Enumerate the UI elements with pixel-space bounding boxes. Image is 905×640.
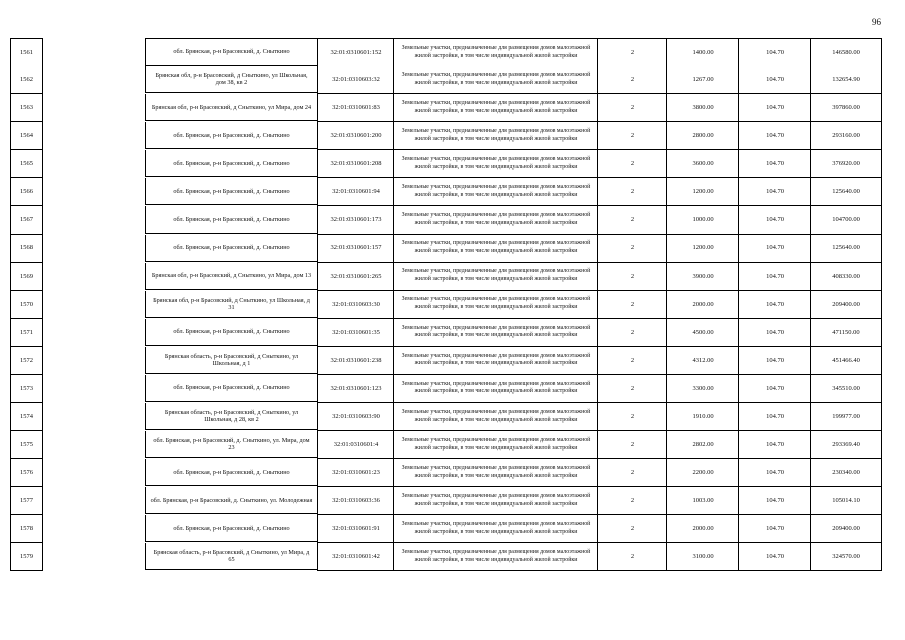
category-cell: 2 xyxy=(597,263,667,291)
row-number-cell: 1569 xyxy=(10,263,43,291)
area-cell: 1003.00 xyxy=(666,487,739,515)
cadastral-value-cell: 376920.00 xyxy=(810,150,882,178)
specific-value-cell: 104.70 xyxy=(738,375,811,403)
category-cell: 2 xyxy=(597,487,667,515)
address-cell: обл. Брянская, р-н Брасовский, д. Сныткино xyxy=(145,515,317,542)
address-cell: обл. Брянская, р-н Брасовский, д. Сныткино xyxy=(145,206,317,233)
category-cell: 2 xyxy=(597,375,667,403)
address-cell: обл. Брянская, р-н Брасовский, д. Сныткино xyxy=(145,150,317,177)
cadastral-value-cell: 132654.90 xyxy=(810,66,882,94)
category-cell: 2 xyxy=(597,235,667,263)
specific-value-cell: 104.70 xyxy=(738,319,811,347)
row-number-cell: 1568 xyxy=(10,235,43,263)
specific-value-cell: 104.70 xyxy=(738,543,811,571)
permitted-use-cell: Земельные участки, предназначенные для размещения домов малоэтажной жилой застройки, в том числе индивидуальной жилой застройки xyxy=(393,206,598,234)
cadastral-number-cell: 32:01:0310601:35 xyxy=(317,319,394,347)
cadastral-value-cell: 324570.00 xyxy=(810,543,882,571)
cadastral-number-cell: 32:01:0310601:238 xyxy=(317,347,394,375)
address-cell: обл. Брянская, р-н Брасовский, д. Сныткино, ул. Мира, дом 23 xyxy=(145,431,317,458)
address-cell: Брянская обл, р-н Брасовский, д Сныткино, ул Школьная, дом 38, кв 2 xyxy=(145,66,317,93)
permitted-use-cell: Земельные участки, предназначенные для размещения домов малоэтажной жилой застройки, в том числе индивидуальной жилой застройки xyxy=(393,375,598,403)
cadastral-value-cell: 345510.00 xyxy=(810,375,882,403)
row-number-cell: 1564 xyxy=(10,122,43,150)
cadastral-number-cell: 32:01:0310601:208 xyxy=(317,150,394,178)
address-cell: Брянская область, р-н Брасовский, д Сныткино, ул Мира, д 65 xyxy=(145,543,317,570)
category-cell: 2 xyxy=(597,66,667,94)
cadastral-value-cell: 293369.40 xyxy=(810,431,882,459)
cadastral-number-cell: 32:01:0310601:123 xyxy=(317,375,394,403)
address-cell: обл. Брянская, р-н Брасовский, д. Сныткино xyxy=(145,38,317,66)
table-row xyxy=(0,178,905,206)
cadastral-number-cell: 32:01:0310603:30 xyxy=(317,291,394,319)
cadastral-value-cell: 293160.00 xyxy=(810,122,882,150)
cadastral-number-cell: 32:01:0310601:23 xyxy=(317,459,394,487)
category-cell: 2 xyxy=(597,459,667,487)
permitted-use-cell: Земельные участки, предназначенные для размещения домов малоэтажной жилой застройки, в том числе индивидуальной жилой застройки xyxy=(393,319,598,347)
row-number-cell: 1567 xyxy=(10,206,43,234)
table-row xyxy=(0,515,905,543)
area-cell: 2200.00 xyxy=(666,459,739,487)
category-cell: 2 xyxy=(597,543,667,571)
specific-value-cell: 104.70 xyxy=(738,38,811,67)
specific-value-cell: 104.70 xyxy=(738,66,811,94)
cadastral-value-cell: 408330.00 xyxy=(810,263,882,291)
table-row xyxy=(0,38,905,66)
cadastral-number-cell: 32:01:0310601:42 xyxy=(317,543,394,571)
specific-value-cell: 104.70 xyxy=(738,178,811,206)
row-number-cell: 1579 xyxy=(10,543,43,571)
address-cell: Брянская область, р-н Брасовский, д Сныткино, ул Школьная, д 1 xyxy=(145,347,317,374)
category-cell: 2 xyxy=(597,150,667,178)
specific-value-cell: 104.70 xyxy=(738,94,811,122)
cadastral-number-cell: 32:01:0310601:94 xyxy=(317,178,394,206)
cadastral-value-cell: 199977.00 xyxy=(810,403,882,431)
table-row xyxy=(0,94,905,122)
specific-value-cell: 104.70 xyxy=(738,291,811,319)
table-row xyxy=(0,263,905,291)
address-cell: Брянская обл, р-н Брасовский, д Сныткино, ул Мира, дом 13 xyxy=(145,263,317,290)
address-cell: Брянская обл, р-н Брасовский, д Сныткино, ул Школьная, д 31 xyxy=(145,291,317,318)
cadastral-number-cell: 32:01:0310603:90 xyxy=(317,403,394,431)
cadastral-value-cell: 209400.00 xyxy=(810,291,882,319)
cadastral-value-cell: 105014.10 xyxy=(810,487,882,515)
area-cell: 1000.00 xyxy=(666,206,739,234)
cadastral-number-cell: 32:01:0310601:157 xyxy=(317,235,394,263)
area-cell: 2000.00 xyxy=(666,515,739,543)
specific-value-cell: 104.70 xyxy=(738,206,811,234)
row-number-cell: 1574 xyxy=(10,403,43,431)
permitted-use-cell: Земельные участки, предназначенные для размещения домов малоэтажной жилой застройки, в том числе индивидуальной жилой застройки xyxy=(393,459,598,487)
area-cell: 4500.00 xyxy=(666,319,739,347)
address-cell: Брянская обл, р-н Брасовский, д Сныткино, ул Мира, дом 24 xyxy=(145,94,317,121)
permitted-use-cell: Земельные участки, предназначенные для размещения домов малоэтажной жилой застройки, в том числе индивидуальной жилой застройки xyxy=(393,515,598,543)
category-cell: 2 xyxy=(597,206,667,234)
category-cell: 2 xyxy=(597,38,667,67)
specific-value-cell: 104.70 xyxy=(738,403,811,431)
cadastral-number-cell: 32:01:0310601:152 xyxy=(317,38,394,67)
cadastral-value-cell: 451466.40 xyxy=(810,347,882,375)
permitted-use-cell: Земельные участки, предназначенные для размещения домов малоэтажной жилой застройки, в том числе индивидуальной жилой застройки xyxy=(393,235,598,263)
specific-value-cell: 104.70 xyxy=(738,459,811,487)
category-cell: 2 xyxy=(597,403,667,431)
specific-value-cell: 104.70 xyxy=(738,515,811,543)
area-cell: 2800.00 xyxy=(666,122,739,150)
category-cell: 2 xyxy=(597,319,667,347)
address-cell: обл. Брянская, р-н Брасовский, д. Сныткино xyxy=(145,319,317,346)
category-cell: 2 xyxy=(597,431,667,459)
row-number-cell: 1566 xyxy=(10,178,43,206)
row-number-cell: 1570 xyxy=(10,291,43,319)
specific-value-cell: 104.70 xyxy=(738,150,811,178)
specific-value-cell: 104.70 xyxy=(738,431,811,459)
table-row xyxy=(0,487,905,515)
area-cell: 4312.00 xyxy=(666,347,739,375)
area-cell: 3900.00 xyxy=(666,263,739,291)
area-cell: 3800.00 xyxy=(666,94,739,122)
cadastral-number-cell: 32:01:0310603:36 xyxy=(317,487,394,515)
area-cell: 1200.00 xyxy=(666,235,739,263)
address-cell: обл. Брянская, р-н Брасовский, д. Сныткино xyxy=(145,459,317,486)
permitted-use-cell: Земельные участки, предназначенные для размещения домов малоэтажной жилой застройки, в том числе индивидуальной жилой застройки xyxy=(393,263,598,291)
permitted-use-cell: Земельные участки, предназначенные для размещения домов малоэтажной жилой застройки, в том числе индивидуальной жилой застройки xyxy=(393,66,598,94)
table-row xyxy=(0,347,905,375)
area-cell: 2000.00 xyxy=(666,291,739,319)
cadastral-value-cell: 125640.00 xyxy=(810,178,882,206)
row-number-cell: 1577 xyxy=(10,487,43,515)
land-plots-table xyxy=(0,38,905,571)
table-row xyxy=(0,459,905,487)
cadastral-number-cell: 32:01:0310601:91 xyxy=(317,515,394,543)
category-cell: 2 xyxy=(597,347,667,375)
permitted-use-cell: Земельные участки, предназначенные для размещения домов малоэтажной жилой застройки, в том числе индивидуальной жилой застройки xyxy=(393,38,598,67)
specific-value-cell: 104.70 xyxy=(738,235,811,263)
permitted-use-cell: Земельные участки, предназначенные для размещения домов малоэтажной жилой застройки, в том числе индивидуальной жилой застройки xyxy=(393,122,598,150)
row-number-cell: 1575 xyxy=(10,431,43,459)
cadastral-value-cell: 209400.00 xyxy=(810,515,882,543)
permitted-use-cell: Земельные участки, предназначенные для размещения домов малоэтажной жилой застройки, в том числе индивидуальной жилой застройки xyxy=(393,431,598,459)
row-number-cell: 1571 xyxy=(10,319,43,347)
row-number-cell: 1573 xyxy=(10,375,43,403)
table-row xyxy=(0,319,905,347)
table-row xyxy=(0,375,905,403)
row-number-cell: 1576 xyxy=(10,459,43,487)
table-row xyxy=(0,431,905,459)
page-number: 96 xyxy=(872,17,881,27)
cadastral-number-cell: 32:01:0310601:4 xyxy=(317,431,394,459)
area-cell: 2802.00 xyxy=(666,431,739,459)
permitted-use-cell: Земельные участки, предназначенные для размещения домов малоэтажной жилой застройки, в том числе индивидуальной жилой застройки xyxy=(393,291,598,319)
category-cell: 2 xyxy=(597,515,667,543)
cadastral-value-cell: 146580.00 xyxy=(810,38,882,67)
address-cell: обл. Брянская, р-н Брасовский, д. Сныткино xyxy=(145,122,317,149)
table-row xyxy=(0,235,905,263)
row-number-cell: 1561 xyxy=(10,38,43,67)
row-number-cell: 1565 xyxy=(10,150,43,178)
cadastral-value-cell: 397860.00 xyxy=(810,94,882,122)
area-cell: 3600.00 xyxy=(666,150,739,178)
address-cell: обл. Брянская, р-н Брасовский, д. Сныткино xyxy=(145,375,317,402)
cadastral-number-cell: 32:01:0310603:32 xyxy=(317,66,394,94)
cadastral-value-cell: 230340.00 xyxy=(810,459,882,487)
specific-value-cell: 104.70 xyxy=(738,347,811,375)
area-cell: 1267.00 xyxy=(666,66,739,94)
permitted-use-cell: Земельные участки, предназначенные для размещения домов малоэтажной жилой застройки, в том числе индивидуальной жилой застройки xyxy=(393,347,598,375)
address-cell: Брянская область, р-н Брасовский, д Сныткино, ул Школьная, д 28, кв 2 xyxy=(145,403,317,430)
address-cell: обл. Брянская, р-н Брасовский, д. Сныткино xyxy=(145,235,317,262)
category-cell: 2 xyxy=(597,178,667,206)
category-cell: 2 xyxy=(597,94,667,122)
address-cell: обл. Брянская, р-н Брасовский, д. Сныткино, ул. Молодежная xyxy=(145,487,317,514)
row-number-cell: 1563 xyxy=(10,94,43,122)
permitted-use-cell: Земельные участки, предназначенные для размещения домов малоэтажной жилой застройки, в том числе индивидуальной жилой застройки xyxy=(393,150,598,178)
permitted-use-cell: Земельные участки, предназначенные для размещения домов малоэтажной жилой застройки, в том числе индивидуальной жилой застройки xyxy=(393,403,598,431)
table-row xyxy=(0,122,905,150)
table-row xyxy=(0,206,905,234)
category-cell: 2 xyxy=(597,122,667,150)
table-row xyxy=(0,543,905,571)
cadastral-number-cell: 32:01:0310601:200 xyxy=(317,122,394,150)
area-cell: 3300.00 xyxy=(666,375,739,403)
category-cell: 2 xyxy=(597,291,667,319)
cadastral-number-cell: 32:01:0310601:83 xyxy=(317,94,394,122)
permitted-use-cell: Земельные участки, предназначенные для размещения домов малоэтажной жилой застройки, в том числе индивидуальной жилой застройки xyxy=(393,487,598,515)
area-cell: 1910.00 xyxy=(666,403,739,431)
cadastral-number-cell: 32:01:0310601:265 xyxy=(317,263,394,291)
cadastral-value-cell: 125640.00 xyxy=(810,235,882,263)
table-row xyxy=(0,66,905,94)
table-row xyxy=(0,150,905,178)
row-number-cell: 1578 xyxy=(10,515,43,543)
row-number-cell: 1572 xyxy=(10,347,43,375)
specific-value-cell: 104.70 xyxy=(738,487,811,515)
permitted-use-cell: Земельные участки, предназначенные для размещения домов малоэтажной жилой застройки, в том числе индивидуальной жилой застройки xyxy=(393,178,598,206)
area-cell: 3100.00 xyxy=(666,543,739,571)
permitted-use-cell: Земельные участки, предназначенные для размещения домов малоэтажной жилой застройки, в том числе индивидуальной жилой застройки xyxy=(393,94,598,122)
cadastral-value-cell: 104700.00 xyxy=(810,206,882,234)
cadastral-value-cell: 471150.00 xyxy=(810,319,882,347)
specific-value-cell: 104.70 xyxy=(738,122,811,150)
permitted-use-cell: Земельные участки, предназначенные для размещения домов малоэтажной жилой застройки, в том числе индивидуальной жилой застройки xyxy=(393,543,598,571)
row-number-cell: 1562 xyxy=(10,66,43,94)
specific-value-cell: 104.70 xyxy=(738,263,811,291)
area-cell: 1400.00 xyxy=(666,38,739,67)
table-row xyxy=(0,403,905,431)
cadastral-number-cell: 32:01:0310601:173 xyxy=(317,206,394,234)
table-row xyxy=(0,291,905,319)
address-cell: обл. Брянская, р-н Брасовский, д. Сныткино xyxy=(145,178,317,205)
area-cell: 1200.00 xyxy=(666,178,739,206)
